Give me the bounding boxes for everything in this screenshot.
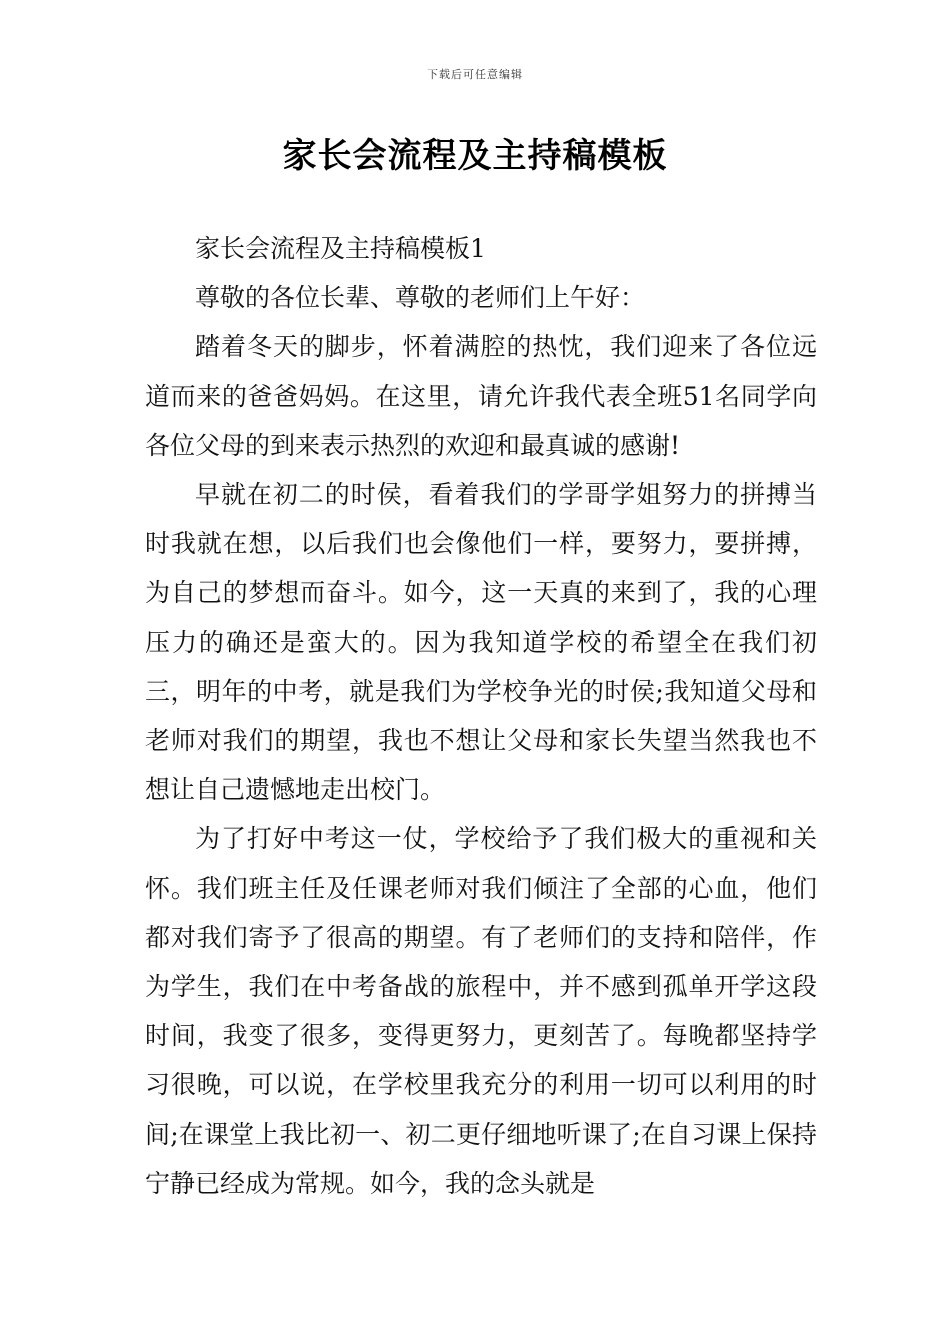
paragraph-greeting: 尊敬的各位长辈、尊敬的老师们上午好： [195,283,646,313]
paragraph-effort: 为了打好中考这一仗，学校给予了我们极大的重视和关怀。我们班主任及任课老师对我们倾注了全部的心血，他们都对我们寄予了很高的期望。有了老师们的支持和陪伴，作为学生，我们在中考备战的旅程中，并不感到孤单开学这段时间，我变了很多，变得更努力，更刻苦了。每晚都坚持学习很晚，可以说，在学校里我充分的利用一切可以利用的时间;在课堂上我比初一、初二更仔细地听课了;在自习课上保持宁静已经成为常规。如今，我的念头就是 [145,824,817,1198]
paragraph-welcome: 踏着冬天的脚步，怀着满腔的热忱，我们迎来了各位远道而来的爸爸妈妈。在这里，请允许我代表全班51名同学向各位父母的到来表示热烈的欢迎和最真诚的感谢! [145,332,817,460]
paragraph-subtitle: 家长会流程及主持稿模板1 [195,234,486,263]
header-note: 下载后可任意编辑 [427,68,523,81]
document-body [145,224,817,1208]
document-title: 家长会流程及主持稿模板 [282,136,668,176]
paragraph-reflection: 早就在初二的时侯，看着我们的学哥学姐努力的拼搏当时我就在想，以后我们也会像他们一样，要努力，要拼搏，为自己的梦想而奋斗。如今，这一天真的来到了，我的心理压力的确还是蛮大的。因为我知道学校的希望全在我们初三，明年的中考，就是我们为学校争光的时侯;我知道父母和老师对我们的期望，我也不想让父母和家长失望当然我也不想让自己遗憾地走出校门。 [145,480,817,805]
